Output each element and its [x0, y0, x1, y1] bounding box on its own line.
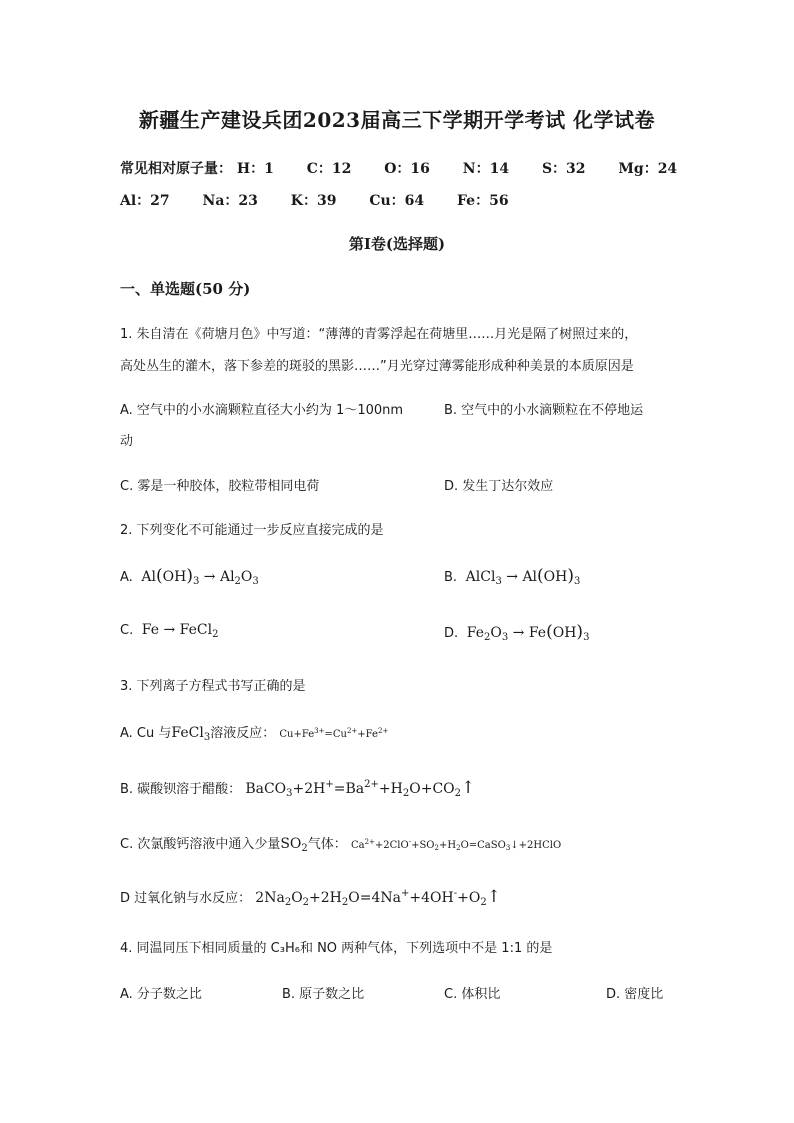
part-heading: 一、单选题(50 分) — [120, 280, 251, 298]
q3-option-a-fecl3: FeCl$_3$ — [171, 725, 211, 743]
q3-option-a — [120, 722, 388, 743]
section-heading: 第Ⅰ卷(选择题) — [348, 235, 446, 253]
q3-option-b-equation: $BaCO_3+2H^+=Ba^{2+}+H_2O+CO_2↑$ — [245, 778, 476, 799]
q2-option-b — [444, 566, 580, 587]
q2-option-a — [120, 566, 259, 587]
q4-option-c: C. 体积比 — [444, 987, 501, 1002]
mass-c: C：12 — [306, 161, 352, 177]
q1-option-b-cont: 动 — [120, 434, 134, 449]
q3-option-d — [120, 887, 501, 908]
q2-option-a-formula: $Al(OH)_3 \to Al_2O_3$ — [136, 566, 259, 587]
q3-option-c-mid: 气体： — [307, 837, 347, 852]
q3-option-b-prefix: B. 碳酸钡溶于醋酸： — [120, 782, 242, 797]
mass-fe: Fe：56 — [457, 193, 509, 209]
q3-option-a-prefix: A. Cu 与 — [120, 726, 172, 741]
mass-na: Na：23 — [202, 193, 258, 209]
atomic-masses-row2 — [120, 190, 509, 210]
mass-n: N：14 — [462, 161, 510, 177]
q3-option-a-mid: 溶液反应： — [210, 726, 276, 741]
q2-option-b-formula: AlCl$_3$ → $Al(OH)_3$ — [461, 566, 581, 587]
atomic-masses-label: 常见相对原子量： — [120, 161, 232, 177]
q2-stem: 2. 下列变化不可能通过一步反应直接完成的是 — [120, 523, 384, 538]
q3-option-a-equation: $Cu+Fe^{3+}=Cu^{2+}+Fe^{2+}$ — [279, 727, 389, 740]
q3-stem: 3. 下列离子方程式书写正确的是 — [120, 679, 306, 694]
mass-cu: Cu：64 — [369, 193, 425, 209]
q1-stem-line2: 高处丛生的灌木，落下参差的斑驳的黑影……”月光穿过薄雾能形成种种美景的本质原因是 — [120, 359, 634, 374]
q2-option-c — [120, 622, 218, 640]
q2-option-c-formula: Fe → FeCl$_2$ — [137, 622, 219, 640]
q3-option-b — [120, 778, 475, 799]
q1-option-d: D. 发生丁达尔效应 — [444, 479, 554, 494]
q2-option-d-formula: $Fe_2O_3 \to Fe(OH)_3$ — [462, 622, 590, 643]
mass-o: O：16 — [384, 161, 430, 177]
q3-option-c-equation: $Ca^{2+}+2ClO^-+SO_2+H_2O=CaSO_3↓+2HClO$ — [350, 838, 562, 852]
q3-option-d-equation: $2Na_2O_2+2H_2O=4Na^++4OH^-+O_2↑$ — [255, 887, 501, 908]
mass-al: Al：27 — [120, 193, 170, 209]
q3-option-d-prefix: D 过氧化钠与水反应： — [120, 891, 252, 906]
q2-option-a-label: A. — [120, 570, 133, 585]
q2-option-d — [444, 622, 589, 643]
mass-s: S：32 — [541, 161, 586, 177]
mass-k: K：39 — [290, 193, 337, 209]
q1-option-c: C. 雾是一种胶体，胶粒带相同电荷 — [120, 479, 320, 494]
q3-option-c-so2: $SO_2$ — [280, 836, 308, 854]
q3-option-c — [120, 833, 561, 854]
page-title: 新疆生产建设兵团2023届高三下学期开学考试 化学试卷 — [138, 108, 656, 132]
q4-stem: 4. 同温同压下相同质量的 C₃H₆和 NO 两种气体，下列选项中不是 1:1 的是 — [120, 941, 553, 956]
q1-stem-line1: 1. 朱自清在《荷塘月色》中写道：“薄薄的青雾浮起在荷塘里……月光是隔了树照过来的， — [120, 327, 638, 342]
mass-h: H：1 — [236, 161, 274, 177]
q1-option-b: B. 空气中的小水滴颗粒在不停地运 — [444, 403, 644, 418]
q4-option-b: B. 原子数之比 — [282, 987, 365, 1002]
q2-option-b-label: B. — [444, 570, 458, 585]
q1-option-a: A. 空气中的小水滴颗粒直径大小约为 1～100nm — [120, 403, 404, 418]
q4-option-d: D. 密度比 — [606, 987, 664, 1002]
atomic-masses-row1 — [120, 158, 677, 178]
q3-option-c-prefix: C. 次氯酸钙溶液中通入少量 — [120, 837, 281, 852]
mass-mg: Mg：24 — [618, 161, 678, 177]
q2-option-d-label: D. — [444, 626, 459, 641]
q2-option-c-label: C. — [120, 623, 134, 638]
q4-option-a: A. 分子数之比 — [120, 987, 202, 1002]
